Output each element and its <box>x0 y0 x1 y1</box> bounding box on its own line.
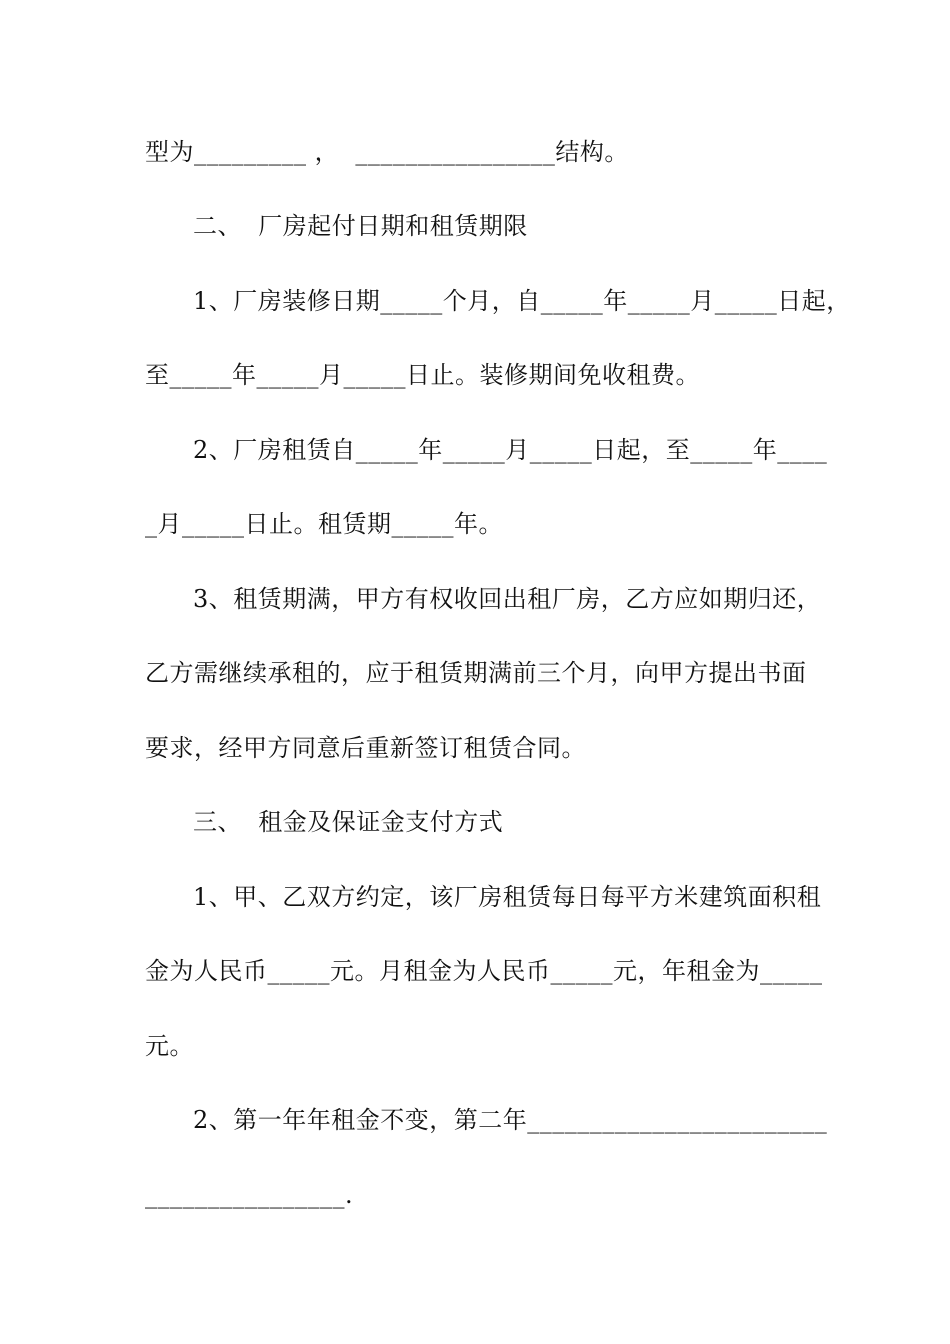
contract-text-line: 1、甲、乙双方约定，该厂房租赁每日每平方米建筑面积租 <box>193 883 822 911</box>
section-heading: 二、 厂房起付日期和租赁期限 <box>193 212 528 240</box>
contract-text-line: 元。 <box>145 1032 194 1060</box>
contract-text-line: 乙方需继续承租的，应于租赁期满前三个月，向甲方提出书面 <box>145 659 807 687</box>
contract-text-line: 至_____年_____月_____日止。装修期间免收租费。 <box>145 361 700 389</box>
contract-text-line: _月_____日止。租赁期_____年。 <box>145 510 503 538</box>
contract-text-line: 2、第一年年租金不变，第二年________________________ <box>193 1106 828 1134</box>
contract-text-line: 型为_________ ， ________________结构。 <box>145 138 629 166</box>
contract-text-line: 1、厂房装修日期_____个月，自_____年_____月_____日起， <box>193 287 851 315</box>
contract-text-line: 2、厂房租赁自_____年_____月_____日起，至_____年____ <box>193 436 828 464</box>
contract-text-line: 3、租赁期满，甲方有权收回出租厂房，乙方应如期归还， <box>193 585 822 613</box>
contract-text-line: 金为人民币_____元。月租金为人民币_____元，年租金为_____ <box>145 957 823 985</box>
contract-text-line: 要求，经甲方同意后重新签订租赁合同。 <box>145 734 586 762</box>
contract-text-line: ________________. <box>145 1181 354 1209</box>
section-heading: 三、 租金及保证金支付方式 <box>193 808 504 836</box>
